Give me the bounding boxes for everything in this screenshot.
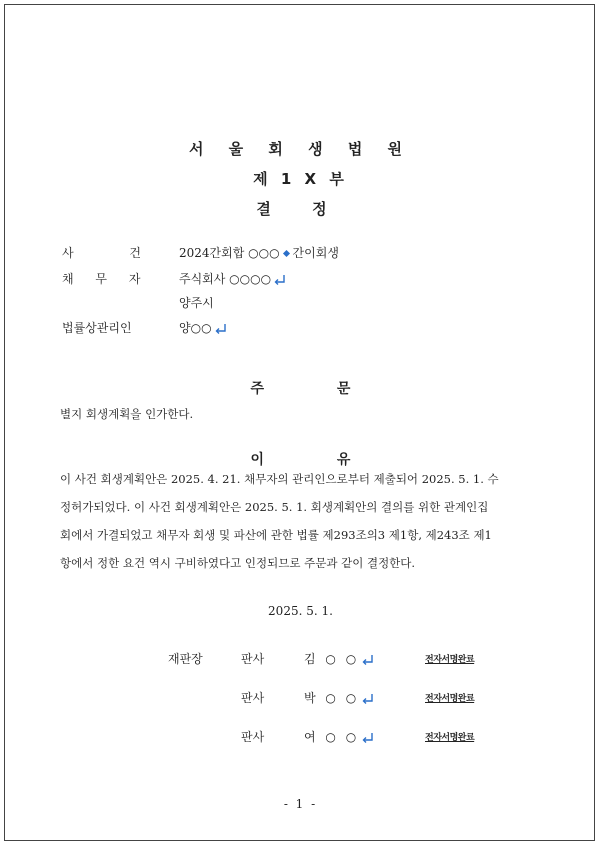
court-name: 서 울 회 생 법 원	[188, 140, 413, 158]
debtor-city: 양주시	[179, 296, 214, 310]
paragraph-mark-icon	[362, 655, 374, 665]
paragraph-mark-icon	[274, 275, 286, 285]
judge-name: 박 ○ ○	[304, 691, 360, 705]
manager-label: 법률상관리인	[62, 321, 132, 335]
e-signature-stamp: 전자서명완료	[425, 655, 475, 665]
presiding-label: 재판장	[168, 652, 203, 666]
reasons-line: 항에서 정한 요건 역시 구비하였다고 인정되므로 주문과 같이 결정한다.	[60, 556, 416, 570]
judge-name-row	[304, 689, 374, 706]
judge-title: 판사	[241, 730, 265, 744]
debtor-name: 주식회사 ○○○○	[179, 272, 272, 286]
case-value-row	[179, 244, 339, 261]
judge-name: 여 ○ ○	[304, 730, 360, 744]
order-text: 별지 회생계획을 인가한다.	[60, 407, 194, 421]
page-number: - 1 -	[283, 797, 318, 811]
paragraph-mark-icon	[362, 733, 374, 743]
judge-name: 김 ○ ○	[304, 652, 360, 666]
judge-name-row	[304, 650, 374, 667]
document-type: 결 정	[256, 200, 345, 218]
paragraph-mark-icon	[215, 324, 227, 334]
reasons-line: 이 사건 회생계획안은 2025. 4. 21. 채무자의 관리인으로부터 제출되어 2025. 5. 1. 수	[60, 472, 499, 486]
debtor-label: 채 무 자	[62, 272, 150, 286]
document-page	[4, 4, 595, 841]
division-name: 제 1 X 부	[253, 170, 348, 188]
debtor-row	[179, 270, 286, 287]
reasons-line: 정허가되었다. 이 사건 회생계획안은 2025. 5. 1. 회생계획안의 결의를 위한 관계인집	[60, 500, 489, 514]
reasons-line: 회에서 가결되었고 채무자 회생 및 파산에 관한 법률 제293조의3 제1항, 제243조 제1	[60, 528, 492, 542]
case-type: 간이회생	[292, 246, 339, 260]
judge-title: 판사	[241, 691, 265, 705]
manager-name: 양○○	[179, 321, 212, 335]
reasons-heading: 이 유	[250, 452, 385, 468]
case-number: 2024간회합 ○○○	[179, 246, 280, 260]
judge-name-row	[304, 728, 374, 745]
order-heading: 주 문	[250, 381, 385, 397]
decision-date: 2025. 5. 1.	[268, 604, 333, 618]
manager-row	[179, 319, 227, 336]
e-signature-stamp: 전자서명완료	[425, 694, 475, 704]
case-label: 사 건	[62, 246, 167, 260]
judge-title: 판사	[241, 652, 265, 666]
e-signature-stamp: 전자서명완료	[425, 733, 475, 743]
cursor-marker-icon	[283, 250, 290, 257]
paragraph-mark-icon	[362, 694, 374, 704]
